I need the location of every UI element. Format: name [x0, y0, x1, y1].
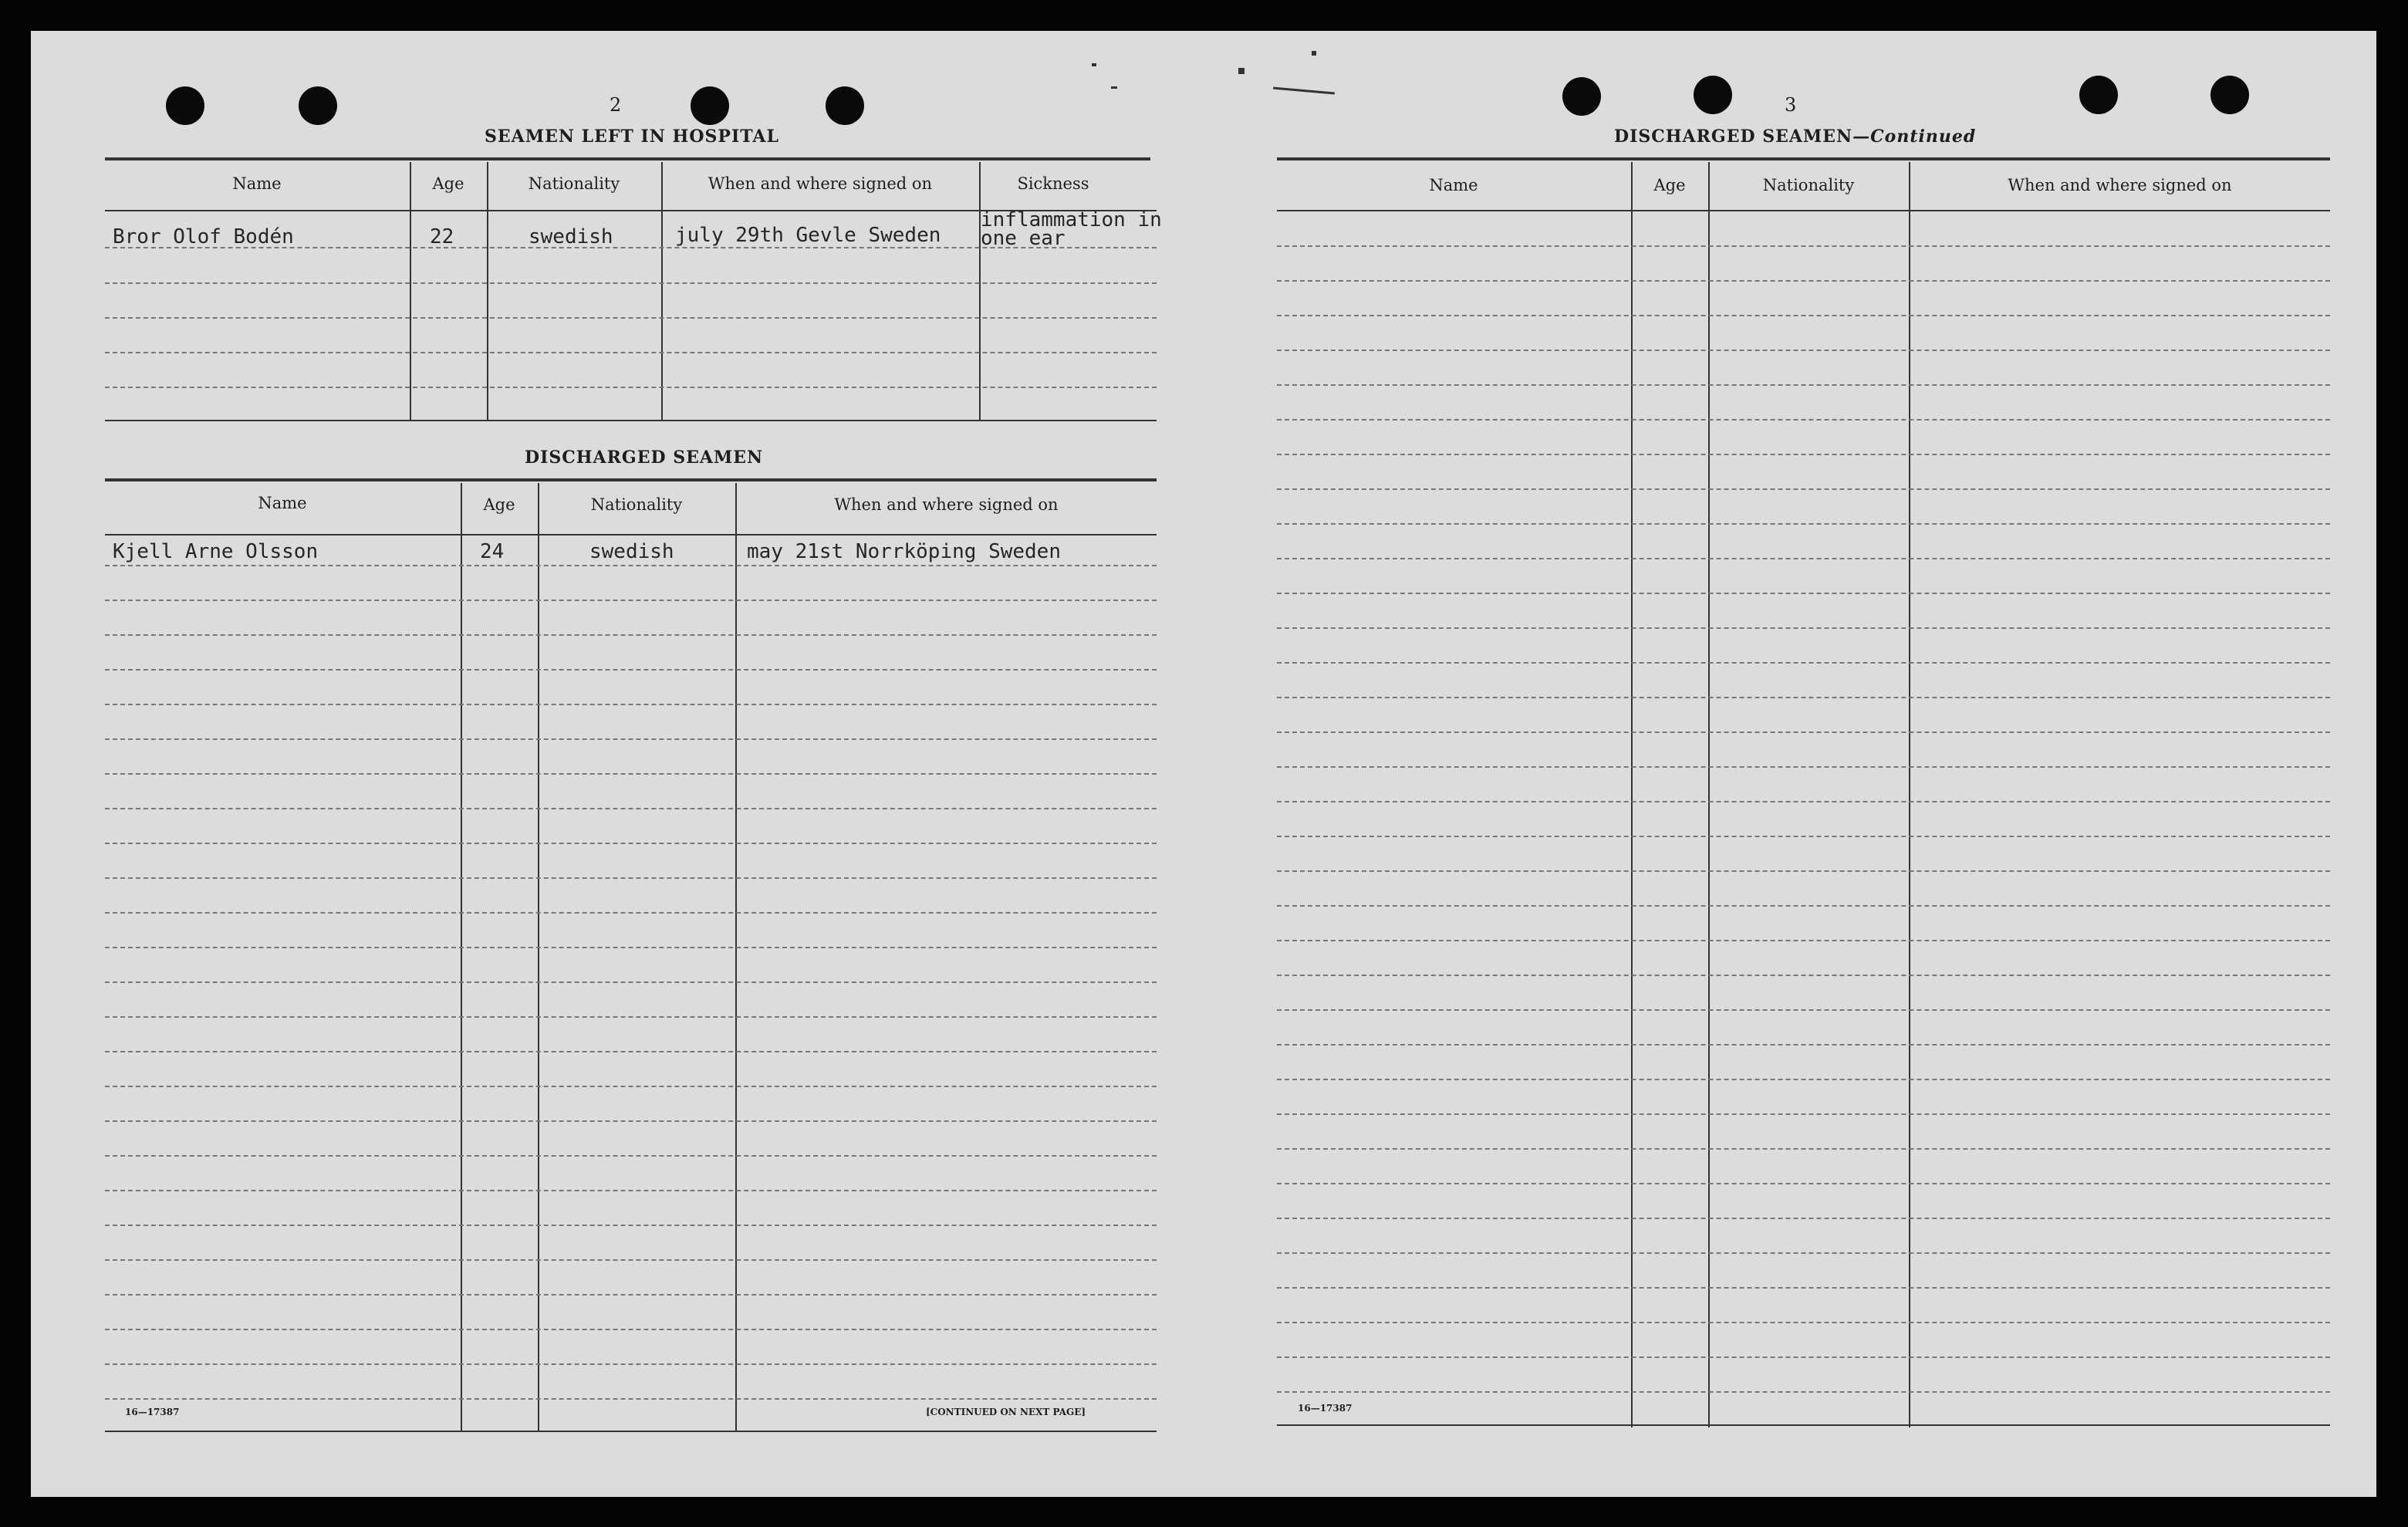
scratch-mark: [1111, 86, 1117, 89]
discharged-row-line: [105, 565, 1157, 566]
discharged-header-rule: [105, 534, 1157, 535]
discharged-row-line: [105, 1086, 1157, 1087]
right-column-divider: [1909, 162, 1910, 1427]
punch-hole: [299, 86, 337, 125]
punch-hole: [1562, 77, 1601, 116]
right-row-line: [1277, 558, 2330, 559]
scratch-mark: [1092, 63, 1096, 66]
right-column-divider: [1631, 162, 1633, 1427]
right-row-line: [1277, 280, 2330, 282]
discharged-row-line: [105, 704, 1157, 705]
discharged-row-line: [105, 600, 1157, 601]
hospital-header-sickness: Sickness: [1017, 174, 1089, 193]
hospital-section-title: SEAMEN LEFT IN HOSPITAL: [485, 127, 779, 147]
right-table-bottom-rule: [1277, 1424, 2330, 1426]
discharged-header-nationality: Nationality: [590, 495, 683, 514]
right-row-line: [1277, 593, 2330, 594]
discharged-row-line: [105, 843, 1157, 844]
discharged-header-name: Name: [258, 494, 307, 512]
hospital-header-name: Name: [232, 174, 282, 193]
form-number-left: 16—17387: [125, 1407, 180, 1417]
discharged-row-line: [105, 1329, 1157, 1330]
discharged-row-line: [105, 1259, 1157, 1261]
discharged-header-age: Age: [483, 495, 515, 514]
right-header-age: Age: [1653, 176, 1686, 194]
punch-hole: [1694, 76, 1732, 114]
hospital-column-divider: [487, 162, 488, 421]
right-row-line: [1277, 350, 2330, 351]
discharged-row-line: [105, 669, 1157, 671]
right-row-line: [1277, 1252, 2330, 1254]
discharged-row-line: [105, 1363, 1157, 1365]
scratch-mark: [1238, 68, 1245, 74]
right-row-line: [1277, 1322, 2330, 1323]
hospital-row-nationality: swedish: [529, 225, 613, 248]
right-row-line: [1277, 870, 2330, 872]
right-row-line: [1277, 836, 2330, 837]
discharged-table-top-rule: [105, 478, 1157, 481]
right-row-line: [1277, 315, 2330, 316]
discharged-row-line: [105, 634, 1157, 636]
right-header-signed: When and where signed on: [2008, 176, 2232, 194]
discharged-row-line: [105, 912, 1157, 914]
discharged-column-divider: [461, 483, 462, 1432]
discharged-row-line: [105, 1398, 1157, 1400]
right-row-line: [1277, 454, 2330, 455]
right-row-line: [1277, 245, 2330, 247]
hospital-row-sickness-line2: one ear: [981, 227, 1066, 250]
right-row-line: [1277, 766, 2330, 768]
discharged-row-line: [105, 1190, 1157, 1191]
discharged-row-line: [105, 1051, 1157, 1052]
right-row-line: [1277, 1148, 2330, 1150]
right-title-main: DISCHARGED SEAMEN: [1614, 127, 1853, 147]
right-title-suffix: —Continued: [1852, 127, 1977, 147]
scratch-mark: [1312, 51, 1316, 56]
page-number-right: 3: [1785, 94, 1797, 116]
hospital-column-divider: [979, 162, 981, 421]
discharged-header-signed: When and where signed on: [834, 495, 1059, 514]
right-header-name: Name: [1429, 176, 1478, 194]
hospital-column-divider: [661, 162, 663, 421]
punch-hole: [166, 86, 204, 125]
form-number-right: 16—17387: [1298, 1403, 1353, 1414]
discharged-row-line: [105, 773, 1157, 775]
discharged-row-line: [105, 1120, 1157, 1122]
right-header-rule: [1277, 210, 2330, 211]
punch-hole: [691, 86, 729, 125]
right-row-line: [1277, 940, 2330, 941]
right-row-line: [1277, 627, 2330, 629]
discharged-section-title: DISCHARGED SEAMEN: [525, 448, 764, 468]
discharged-row-line: [105, 808, 1157, 809]
discharged-column-divider: [538, 483, 539, 1432]
right-row-line: [1277, 1218, 2330, 1219]
right-row-line: [1277, 905, 2330, 907]
right-row-line: [1277, 1391, 2330, 1393]
discharged-row-line: [105, 947, 1157, 948]
hospital-row-line: [105, 317, 1157, 319]
hospital-row-signed: july 29th Gevle Sweden: [675, 224, 941, 247]
discharged-row-age: 24: [480, 540, 505, 563]
punch-hole: [2079, 76, 2118, 114]
discharged-table-bottom-rule: [105, 1431, 1157, 1432]
punch-hole: [826, 86, 864, 125]
right-section-title: [1614, 127, 1976, 147]
right-row-line: [1277, 488, 2330, 490]
hospital-table-top-rule: [105, 157, 1150, 160]
right-row-line: [1277, 384, 2330, 386]
discharged-row-nationality: swedish: [589, 540, 674, 563]
hospital-row-line: [105, 352, 1157, 353]
right-table-top-rule: [1277, 157, 2330, 160]
discharged-row-line: [105, 981, 1157, 983]
discharged-row-line: [105, 1294, 1157, 1296]
right-header-nationality: Nationality: [1762, 176, 1855, 194]
right-row-line: [1277, 1356, 2330, 1358]
discharged-row-line: [105, 1225, 1157, 1226]
right-row-line: [1277, 419, 2330, 421]
right-row-line: [1277, 662, 2330, 664]
continued-note: [CONTINUED ON NEXT PAGE]: [926, 1407, 1086, 1417]
hospital-column-divider: [410, 162, 411, 421]
discharged-row-signed: may 21st Norrköping Sweden: [747, 540, 1061, 563]
hospital-row-name: Bror Olof Bodén: [113, 225, 294, 248]
right-row-line: [1277, 1287, 2330, 1289]
right-row-line: [1277, 1183, 2330, 1184]
right-row-line: [1277, 1009, 2330, 1011]
hospital-table-bottom-rule: [105, 420, 1157, 421]
hospital-row-line: [105, 387, 1157, 388]
discharged-row-line: [105, 1155, 1157, 1157]
right-row-line: [1277, 731, 2330, 733]
hospital-row-age: 22: [430, 225, 454, 248]
hospital-header-nationality: Nationality: [528, 174, 620, 193]
right-row-line: [1277, 1044, 2330, 1046]
hospital-header-signed: When and where signed on: [708, 174, 933, 193]
right-row-line: [1277, 523, 2330, 525]
discharged-row-name: Kjell Arne Olsson: [113, 540, 319, 563]
discharged-row-line: [105, 877, 1157, 879]
right-row-line: [1277, 1113, 2330, 1115]
page-number-left: 2: [610, 94, 622, 116]
discharged-column-divider: [735, 483, 737, 1432]
right-row-line: [1277, 697, 2330, 698]
right-row-line: [1277, 1079, 2330, 1080]
hospital-header-age: Age: [432, 174, 464, 193]
hospital-row-sickness-line1: inflammation in: [981, 208, 1162, 231]
discharged-row-line: [105, 1016, 1157, 1018]
right-row-line: [1277, 801, 2330, 802]
right-column-divider: [1708, 162, 1710, 1427]
discharged-row-line: [105, 738, 1157, 740]
right-row-line: [1277, 975, 2330, 976]
document-sheet: [31, 31, 2376, 1497]
scratch-mark: [1273, 87, 1335, 95]
hospital-row-line: [105, 282, 1157, 284]
punch-hole: [2210, 76, 2249, 114]
